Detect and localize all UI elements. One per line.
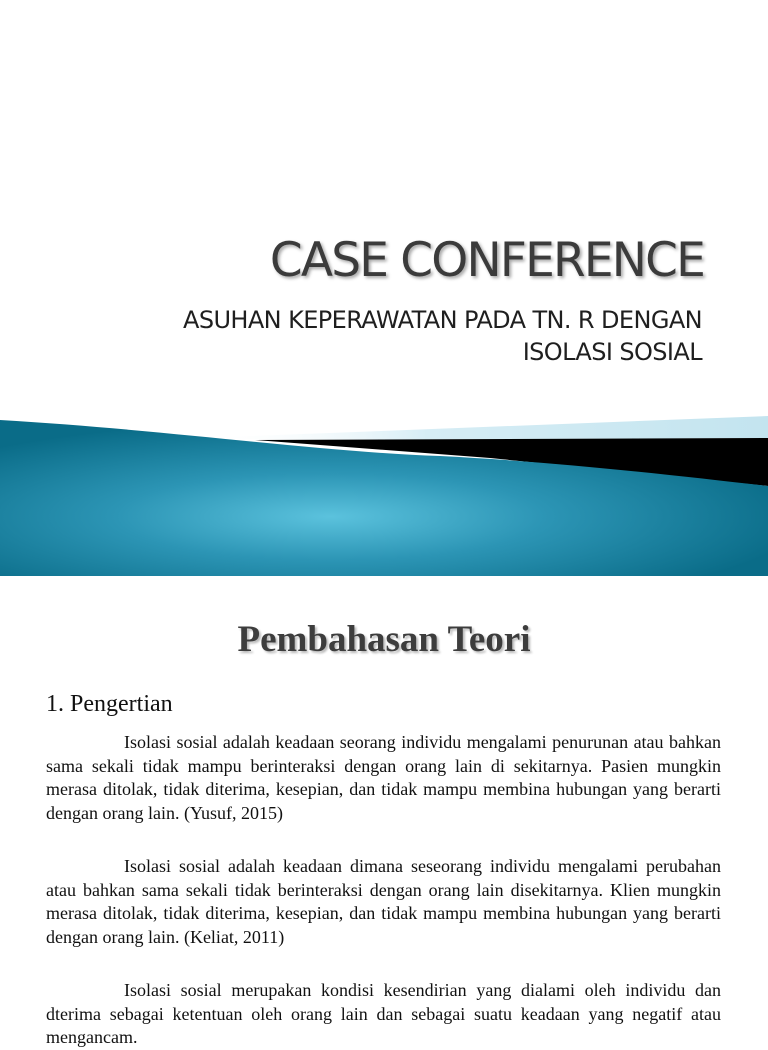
pale-blue-band — [200, 416, 768, 440]
paragraph: Isolasi sosial adalah keadaan dimana seseorang individu mengalami perubahan atau bahkan sama sekali tidak berinteraksi dengan orang lain disekitarnya. Klien mungkin merasa ditolak, tidak diterima, kesepian, dan tidak mampu membina hubungan yang berarti dengan orang lain. (Keliat, 2011) — [46, 856, 721, 947]
theory-slide — [0, 576, 768, 1047]
slide-title: Pembahasan Teori — [237, 619, 531, 660]
decorative-wave-band — [0, 400, 768, 576]
section-heading: 1. Pengertian — [46, 691, 173, 717]
subtitle-line-1: ASUHAN KEPERAWATAN PADA TN. R DENGAN — [183, 306, 702, 334]
slide-title: CASE CONFERENCE — [269, 233, 704, 288]
subtitle-line-2: ISOLASI SOSIAL — [522, 338, 702, 366]
paragraph: Isolasi sosial adalah keadaan seorang individu mengalami penurunan atau bahkan sama sekali tidak mampu berinteraksi dengan orang lain di sekitarnya. Pasien mungkin merasa ditolak, tidak diterima, kesepian, dan tidak mampu membina hubungan yang berarti dengan orang lain. (Yusuf, 2015) — [46, 732, 721, 823]
slide-subtitle — [42, 304, 702, 368]
paragraph: Isolasi sosial merupakan kondisi kesendirian yang dialami oleh individu dan dterima sebagai ketentuan oleh orang lain dan sebagai suatu keadaan yang negatif atau mengancam. — [46, 980, 721, 1047]
